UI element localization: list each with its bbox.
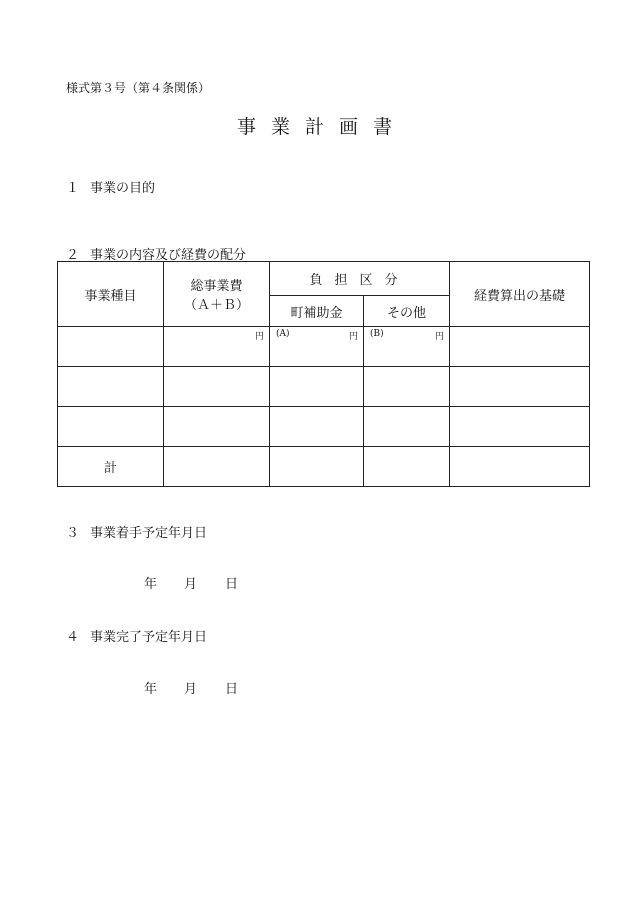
month-label: 月 [184, 577, 198, 592]
month-label: 月 [184, 682, 198, 697]
cell-project-type[interactable] [58, 407, 164, 447]
section-number: １ [66, 181, 80, 196]
expense-allocation-table [57, 261, 590, 487]
section-number: ３ [66, 526, 80, 541]
section-label: 事業の目的 [90, 181, 156, 196]
form-number: 様式第３号（第４条関係） [66, 81, 211, 95]
cell-total-cost[interactable] [164, 367, 270, 407]
cell-cost-basis[interactable] [450, 447, 590, 487]
day-label: 日 [225, 682, 239, 697]
cell-other[interactable] [364, 407, 450, 447]
table-row [58, 367, 590, 407]
cell-project-type[interactable] [58, 327, 164, 367]
table-row [58, 327, 590, 367]
section-start-date [66, 522, 207, 541]
header-total-cost [164, 262, 270, 327]
section-label: 事業完了予定年月日 [90, 630, 208, 645]
header-project-type: 事業種目 [58, 262, 164, 327]
header-total-cost-formula: （Ａ＋Ｂ） [183, 298, 249, 313]
cell-total-cost[interactable] [164, 327, 270, 367]
yen-unit: 円 [254, 332, 264, 342]
mark-a: (A) [276, 329, 290, 339]
header-other: その他 [364, 296, 450, 327]
table-total-row [58, 447, 590, 487]
cell-other[interactable] [364, 447, 450, 487]
header-town-subsidy: 町補助金 [270, 296, 364, 327]
cell-total-cost[interactable] [164, 407, 270, 447]
yen-unit: 円 [348, 332, 358, 342]
section-completion-date [66, 626, 207, 645]
table-row [58, 407, 590, 447]
yen-unit: 円 [435, 332, 445, 342]
header-burden-division: 負担区分 [270, 262, 450, 296]
header-cost-basis: 経費算出の基礎 [450, 262, 590, 327]
header-total-cost-label: 総事業費 [190, 279, 243, 294]
cell-town-subsidy[interactable] [270, 407, 364, 447]
cell-cost-basis[interactable] [450, 327, 590, 367]
cell-other[interactable] [364, 367, 450, 407]
section-purpose [66, 177, 155, 196]
mark-b: (B) [370, 329, 384, 339]
total-row-label: 計 [58, 447, 164, 487]
cell-town-subsidy[interactable] [270, 327, 364, 367]
cell-town-subsidy[interactable] [270, 367, 364, 407]
section-label: 事業着手予定年月日 [90, 526, 208, 541]
cell-project-type[interactable] [58, 367, 164, 407]
day-label: 日 [225, 577, 239, 592]
section-number: ４ [66, 630, 80, 645]
cell-town-subsidy[interactable] [270, 447, 364, 487]
cell-cost-basis[interactable] [450, 407, 590, 447]
cell-total-cost[interactable] [164, 447, 270, 487]
section-label: 事業の内容及び経費の配分 [90, 248, 247, 263]
document-title: 事業計画書 [236, 116, 407, 138]
section-number: ２ [66, 248, 80, 263]
year-label: 年 [144, 577, 158, 592]
year-label: 年 [144, 682, 158, 697]
cell-cost-basis[interactable] [450, 367, 590, 407]
cell-other[interactable] [364, 327, 450, 367]
